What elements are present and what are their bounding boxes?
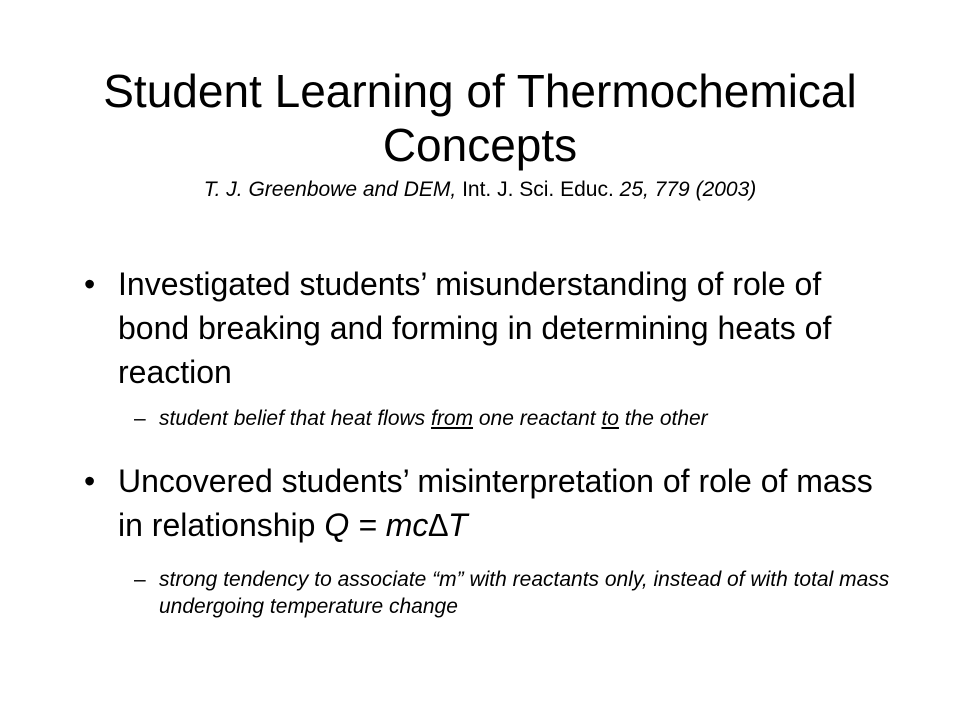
sub-bullet-marker: –	[134, 407, 146, 430]
citation-authors: T. J. Greenbowe and DEM,	[203, 178, 457, 201]
bullet-text: Investigated students’ misunderstanding of role of bond breaking and forming in determining heats of reaction	[118, 266, 832, 390]
formula: Q = mc∆T	[324, 507, 468, 543]
citation-year: (2003)	[695, 178, 757, 201]
sub-text-part: student belief that heat flows	[159, 407, 432, 430]
slide-title: Student Learning of Thermochemical Concepts	[103, 65, 857, 171]
bullet-text	[118, 459, 874, 547]
sub-bullet-marker: –	[134, 568, 146, 591]
citation-journal: Int. J. Sci. Educ.	[462, 178, 614, 201]
bullet-marker: •	[84, 266, 96, 302]
bullet-text-main: Uncovered students’ misinterpretation of role of mass in relationship	[118, 463, 873, 543]
citation-volume-pages: 25, 779	[619, 178, 690, 201]
sub-bullet-text	[159, 405, 894, 432]
bullet-item	[84, 262, 874, 394]
sub-bullet-item	[134, 566, 894, 620]
underlined-word-from: from	[431, 407, 474, 430]
underlined-word-to: to	[601, 407, 619, 430]
bullet-item	[84, 459, 874, 547]
sub-text-part: the other	[618, 407, 708, 430]
sub-bullet-text: strong tendency to associate “m” with reactants only, instead of with total mass undergoing temperature change	[159, 568, 890, 618]
sub-bullet-item	[134, 405, 894, 432]
sub-text-part: one reactant	[473, 407, 602, 430]
citation	[60, 177, 900, 203]
bullet-marker: •	[84, 463, 96, 499]
